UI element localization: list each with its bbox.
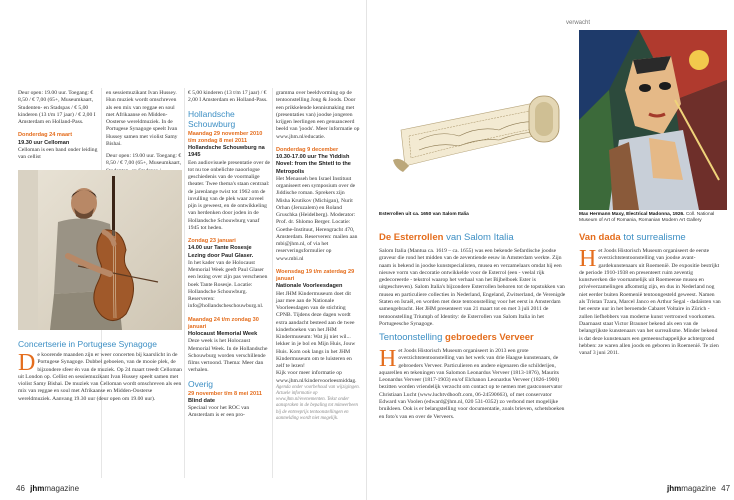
event-title: Holocaust Memorial Week: [188, 331, 258, 337]
agenda-text: Een audiovisuele presentatie over de tot nu toe onbelichte naoorlogse geschiedenis van de voormalige theater. Twee thema's staan centraal: de jarenlange twist tot 1962 om de invulling van de plek waar zoveel pijn is geweest, en de ontwikkeling van herdenken door joden in de Hollandsche Schouwburg vanaf 1945 tot heden.: [188, 159, 271, 231]
event-date: Maandag 24 t/m zondag 30 januari: [188, 316, 259, 330]
article-text: Salom Italia (Mantua ca. 1619 – ca. 1655) was een bekende Sefardische joodse graveur die rond het midden van de zeventiende eeuw in Amsterdam werkte. Zijn naam is bekend in joodse kunstspecialisten, musea en verzamelaars omdat hij een nieuwe vorm van decoratie ontwikkelde voor de Esterrol (een - veelal rijk gedecoreerde - tekstrol waarop het verhaal van het Bijbelboek Ester is uitgeschreven). Salom Italia's bijzondere Esterrollen behoren tot de topstukken van musea en particuliere collecties in Nederland, Engeland, Zwitserland, de Verenigde Staten en Israël, en worden met deze tentoonstelling voor het eerst in Amsterdam samengebracht. Het JHM presenteert van 21 maart tot en met 3 juli 2011 de tentoonstelling Triumph of Identity: de Esterrollen van Salom Italia in het Portugeesche Synagoge.: [379, 248, 566, 327]
heading-highlight: Van dada: [579, 232, 621, 243]
heading-highlight: De Esterrollen: [379, 232, 444, 243]
event-title: 10.30-17.00 uur The Yiddish Novel: from the Shtetl to the Metropolis: [276, 154, 351, 175]
event-date: Zondag 23 januari: [188, 238, 236, 244]
verveer-heading: [379, 332, 534, 344]
dada-article: [579, 248, 721, 408]
agenda-text: In het kader van de Holocaust Memorial Week geeft Paul Glaser een lezing over zijn pas verschenen boek Tante Rosesje. Locatie: Hollandsche Schouwburg. Reserveren: info@hollandscheschouwburg.nl.: [188, 259, 268, 310]
event-date: Donderdag 9 december: [276, 146, 339, 153]
section-heading-schouwburg: Hollandsche Schouwburg: [188, 108, 236, 129]
esther-scroll-photo: [379, 70, 569, 210]
dada-heading: [579, 232, 686, 244]
event-date: Donderdag 24 maart: [18, 132, 73, 139]
running-header: verwacht: [566, 20, 591, 26]
esterrollen-article: [379, 248, 569, 328]
concert-heading: Concertserie in Portugese Synagoge: [18, 339, 157, 349]
event-title: Hollandsche Schouwburg na 1945: [188, 145, 265, 159]
column-rule: [184, 88, 185, 478]
agenda-column-4: [276, 90, 360, 475]
event-title: Nationale Voorleesdagen: [276, 283, 343, 290]
page-number: 47: [721, 484, 731, 493]
cellist-photo-image: [18, 170, 182, 330]
page-number: 46: [16, 484, 25, 493]
column-rule: [272, 88, 273, 478]
heading-highlight: gebroeders Verveer: [445, 332, 534, 343]
event-title: Blind date: [188, 397, 216, 404]
agenda-column-1: [18, 90, 98, 160]
agenda-column-3: [188, 90, 270, 475]
agenda-text: Het JHM Kindermuseum doet dit jaar mee aan de Nationale Voorleesdagen van de stichting CPNB. Tijdens deze dagen wordt extra aandacht besteed aan de twee kinderboeken van het JHM Kindermuseum: Wat jij niet wil... lekker in je bol en Mijn Huis, Jouw Huis. Kom ook langs in het JHM Kindermuseum om te luisteren en zelf te lezen!: [276, 290, 356, 369]
caption-bold: Esterrollen uit ca. 1650 van Salom Italia: [379, 212, 469, 217]
painting-caption: [579, 212, 727, 224]
agenda-text: Celloman is een band onder leiding van cellist: [18, 146, 98, 160]
dropcap: D: [18, 350, 36, 376]
event-date: Woensdag 19 t/m zaterdag 29 januari: [276, 268, 355, 282]
agenda-column-2: [106, 90, 182, 167]
heading-rest: van Salom Italia: [446, 232, 514, 243]
heading-rest: tot surrealisme: [623, 232, 686, 243]
concert-text: [18, 352, 182, 442]
event-date: 29 november t/m 8 mei 2011: [188, 390, 263, 397]
event-title: 14.00 uur Tante Rosesje Lezing door Paul Glaser.: [188, 245, 254, 259]
article-text: et Joods Historisch Museum organiseert in 2013 een grote overzichtstentoonstelling van het werk van drie Haagse kunstenaars, de gebroeders Verveer. Particulieren en andere eigenaren die schilderijen, aquarellen en tekeningen van Salomon Leonardus Verveer (1813-1876), Maurits Leonardus Verveer (1817-1903) en/of Elchanon Leonardus Verveer (1826-1900) bezitten worden vriendelijk verzocht om contact op te nemen met gastconservator Christiaan Lucht (www.luchtvdhooft.com, 06-24590663), of met conservator Edward van Voolen (edward@jhm.nl, 020 531-0352) zo verbond met mogelijke bruikleen. Ook is er belangstelling voor documentatie, zoals brieven, schetsboeken en foto's van en over de Verveers.: [379, 348, 565, 420]
heading-lead: Tentoonstelling: [379, 332, 443, 343]
right-page: [367, 0, 734, 500]
esther-scroll-image: [379, 70, 569, 210]
agenda-text: gramma over beeldvorming op de tentoonstelling Jong & Joods. Door een prikkelende kennismaking met (presentaties van) joodse jongeren krijgen leerlingen een genuanceerd beeld van 'joods'. Meer informatie op www.jhm.nl/educatie.: [276, 90, 360, 140]
brand-suffix: magazine: [681, 484, 716, 493]
page-folio-left: [16, 484, 79, 493]
brand-suffix: magazine: [44, 484, 80, 493]
event-title: 19.30 uur Celloman: [18, 139, 70, 146]
brand-name: jhm: [30, 484, 45, 493]
agenda-text: Het Menasseh ben Israel Instituut organiseert een symposium over de Jiddische roman. Sprekers zijn Misha Krutikov (Michigan), Nurit Orhan (Jeruzalem) en Roland Gruschka (Heidelberg). Moderator: Prof. dr. Shlomo Berger. Locatie: Goethe-Instituut, Herengracht 470, Amsterdam. Reserveren: mailen aan mbi@jhm.nl, of via het reserveringsformulier op www.mbi.nl: [276, 175, 358, 262]
painting-image: [579, 30, 727, 210]
agenda-text: Speciaal voor het ROC van Amsterdam is er een pro-: [188, 405, 250, 419]
caption-text: Coll. National Museum of Art of Romania, Romanian Modern Art Gallery: [579, 212, 715, 223]
agenda-text: Deur open: 19.00 uur. Toegang: € 8,50 / € 7,00 (65+, Museumkaart, Studenten- en Stadspas / € 5,00 kinderen (13 t/m 17 jaar) / € 2,00 I Amsterdam en Holland-Pass.: [18, 90, 96, 125]
article-text: et Joods Historisch Museum organiseert de eerste overzichtstentoonstelling van joodse avant-gardekunstenaars uit Roemenië. De expositie bestrijkt de periode 1910-1938 en presenteert ruim zeventig kunstwerken die voornamelijk uit Roemeense musea en privéverzamelingen afkomstig zijn, en dus in Nederland nog niet eerder buiten Roemenië tentoongesteld geweest. Namen als Tristan Tzara, Marcel Janco en Arthur Segal - dadaïsten van het eerste uur in het beroemde Cabaret Voltaire in Zürich - zullen liefhebbers van moderne kunst vertrouwd voorkomen. Daarnaast staat Victor Brauner bekend als een van de belangrijkste kunstenaars van het surrealisme. Minder bekend is dat deze kunstenaars een gemeenschappelijke achtergrond hebben: ze waren allen joods en geboren in Roemenië. Te zien vanaf 3 juni 2011.: [579, 248, 721, 357]
verveer-article: [379, 348, 569, 468]
brand-name: jhm: [667, 484, 682, 493]
esterrollen-heading: [379, 232, 514, 244]
electrical-madonna-painting: [579, 30, 727, 210]
caption-bold: Max Hermann Maxy, Electrical Madonna, 1926.: [579, 212, 685, 217]
event-date: Maandag 29 november 2010 t/m zondag 8 mei 2011: [188, 130, 263, 144]
agenda-text: € 5,00 kinderen (13 t/m 17 jaar) / € 2,00 I Amsterdam en Holland-Pass.: [188, 90, 268, 104]
agenda-text: Deze week is het Holocaust Memorial Week. In de Hollandsche Schouwburg worden verschillende films vertoond. Thema: Meer dan verhalen.: [188, 338, 268, 374]
scroll-caption: [379, 212, 569, 218]
section-heading-overig: Overig: [188, 378, 214, 389]
dropcap: H: [379, 346, 397, 372]
page-folio-right: [667, 484, 730, 493]
agenda-note: Agenda onder voorbehoud van wijzigingen. Actuele informatie op www.jhm.nl/evenementen. Tekst onder aanspraken in de bepaling tot mimeerbeen bij de entreeprijs tentoonstellingen en aanmelding wordt niet mogelijk.: [276, 384, 360, 421]
dropcap: H: [579, 246, 597, 272]
agenda-text: en sessiemuzikant Ivan Hussey. Hun muziek wordt omschreven als een mix van reggae en soul met Afrikaanse en Midden-Oosterse wereldmuziek. In de Portugese Synagoge speelt Ivan Hussey samen met violist Samy Bishai.: [106, 90, 178, 147]
agenda-text: Deur open: 19.00 uur. Toegang: € 8,50 / € 7,00 (65+, Museumkaart,: [106, 153, 182, 167]
agenda-text: Kijk voor meer informatie op www.jhm.nl/kindervoorleesmiddag.: [276, 370, 357, 384]
cellist-photo: [18, 170, 182, 330]
concert-body: e koorende maanden zijn er weer concerten bij kaarslicht in de Portugese Synagoge. Dubbel geboeien, van de mooie plek, de bijzondere sfeer én van de muziek. Op 24 maart treedt Celloman uit London op. Cellist en sessiemuzikant Ivan Hussey speelt samen met violist Samy Bishai. De muziek van Celloman wordt omschreven als een mix van reggae en soul met Afrikaanse en Midden-Oosterse wereldmuziek. Aanvang 19.30 uur (deur open om 19.00 uur).: [18, 352, 182, 402]
